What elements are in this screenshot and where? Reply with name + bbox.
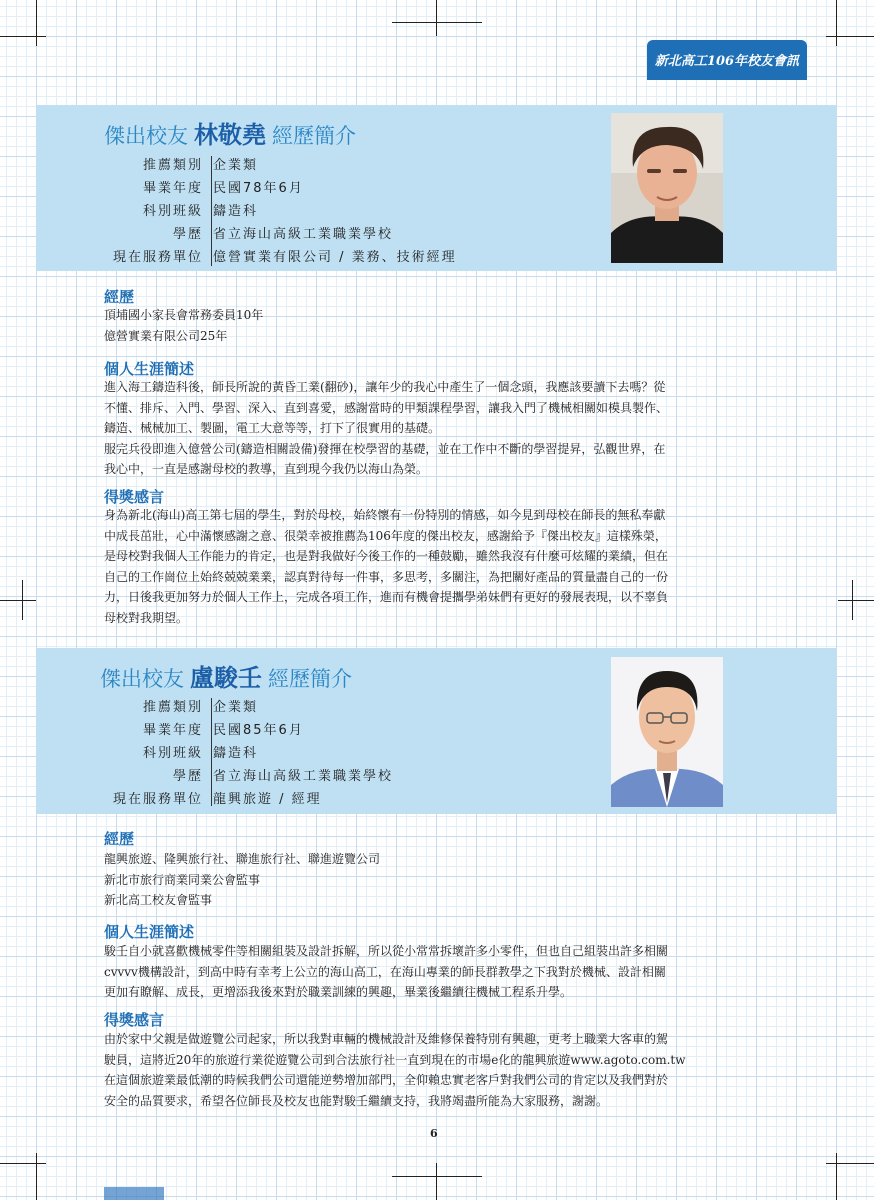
text-line: 我心中，一直是感謝母校的教導，直到現今我仍以海山為榮。 <box>104 462 429 476</box>
crop-mark <box>836 1153 837 1200</box>
crop-mark <box>0 600 36 601</box>
text-line: 中成長茁壯，心中滿懷感謝之意、很榮幸被推薦為106年度的傑出校友，感謝給予『傑出校友』這樣殊榮， <box>104 528 667 543</box>
text-line: 安全的品質要求，希望各位師長及校友也能對駿壬繼續支持，我將竭盡所能為大家服務，謝謝。 <box>104 1093 609 1108</box>
title-prefix: 傑出校友 <box>104 124 188 148</box>
section-heading: 得獎感言 <box>104 488 165 506</box>
crop-mark <box>392 22 482 23</box>
info-value: 省立海山高級工業職業學校 <box>213 227 394 242</box>
text-line: 更加有瞭解、成長，更增添我後來對於職業訓練的興趣，畢業後繼續往機械工程系升學。 <box>104 985 573 999</box>
text-line: 身為新北(海山)高工第七屆的學生，對於母校，始終懷有一份特別的情感，如今見到母校在師長的無私奉獻 <box>104 508 666 522</box>
section-heading: 經歷 <box>104 288 135 306</box>
crop-mark <box>36 0 37 46</box>
info-label: 推薦類別 <box>142 700 203 715</box>
divider <box>211 698 212 806</box>
profile-title <box>104 115 356 150</box>
experience-list <box>104 849 772 911</box>
crop-mark <box>0 36 46 37</box>
alumnus-name: 盧駿壬 <box>190 663 262 692</box>
text-line: cvvvv機構設計，到高中時有幸考上公立的海山高工，在海山專業的師長群教學之下我對於機械、設計相關 <box>104 964 666 979</box>
text-line: 鑄造、械械加工、製圖，電工大意等等，打下了很實用的基礎。 <box>104 421 441 435</box>
text-line: 駿壬自小就喜歡機械零件等相關組裝及設計拆解，所以從小常常拆壞許多小零件，但也自己組裝出許多相關 <box>104 944 669 958</box>
title-prefix: 傑出校友 <box>100 667 184 691</box>
info-value: 龍興旅遊 / 經理 <box>213 792 322 807</box>
info-label: 科別班級 <box>142 204 203 219</box>
newsletter-tag: 新北高工106年校友會訊 <box>647 40 807 80</box>
text-line: 由於家中父親是做遊覽公司起家，所以我對車輛的機械設計及維修保養特別有興趣，更考上職業大客車的駕 <box>104 1032 669 1046</box>
text-line: 進入海工鑄造科後，師長所說的黃昏工業(翻砂)，讓年少的我心中產生了一個念頭，我應該要讀下去嗎？從 <box>104 380 666 394</box>
crop-mark <box>826 1163 874 1164</box>
info-value: 省立海山高級工業職業學校 <box>213 769 394 784</box>
text-line: 母校對我期望。 <box>104 610 189 625</box>
text-line: 服完兵役即進入億營公司(鑄造相關設備)發揮在校學習的基礎，並在工作中不斷的學習提昇，弘觀世界，在 <box>104 441 666 456</box>
text-line: 力，日後我更加努力於個人工作上，完成各項工作，進而有機會提攜學弟妹們有更好的發展表現，以不辜負 <box>104 590 669 604</box>
profile-title <box>100 658 352 693</box>
text-line: 駛員，這將近20年的旅遊行業從遊覽公司到合法旅行社一直到現在的市場e化的龍興旅遊www.agoto.com.tw <box>104 1052 686 1067</box>
career-text <box>104 941 772 1003</box>
info-label: 學歷 <box>172 769 203 784</box>
text-line: 在這個旅遊業最低潮的時候我們公司還能逆勢增加部門，全仰賴忠實老客戶對我們公司的肯定以及我們對於 <box>104 1073 669 1087</box>
experience-item: 新北市旅行商業同業公會監事 <box>104 872 261 887</box>
page-number: 6 <box>430 1127 438 1140</box>
divider <box>211 156 212 266</box>
experience-item: 頂埔國小家長會常務委員10年 <box>104 308 264 322</box>
info-value: 企業類 <box>213 700 259 715</box>
info-label: 畢業年度 <box>142 723 203 738</box>
crop-mark <box>436 1163 437 1200</box>
section-heading: 經歷 <box>104 830 135 848</box>
crop-mark <box>852 580 853 620</box>
experience-item: 億營實業有限公司25年 <box>104 328 228 343</box>
alumnus-name: 林敬堯 <box>194 120 266 149</box>
text-line: 不懂、排斥、入門、學習、深入、直到喜愛，感謝當時的甲類課程學習，讓我入門了機械相關如模具製作、 <box>104 400 669 415</box>
award-text <box>104 1029 772 1111</box>
portrait-photo <box>611 113 723 263</box>
experience-list <box>104 305 772 346</box>
info-label: 畢業年度 <box>142 181 203 196</box>
info-value: 民國85年6月 <box>213 723 304 738</box>
info-value: 鑄造科 <box>213 204 259 219</box>
next-heading-fragment <box>104 1187 164 1200</box>
career-text <box>104 377 772 480</box>
crop-mark <box>826 36 874 37</box>
info-value: 企業類 <box>213 158 259 173</box>
crop-mark <box>836 0 837 46</box>
info-value: 民國78年6月 <box>213 181 304 196</box>
section-heading: 得獎感言 <box>104 1011 165 1029</box>
section-heading: 個人生涯簡述 <box>104 360 195 378</box>
section-heading: 個人生涯簡述 <box>104 923 195 941</box>
title-suffix: 經歷簡介 <box>268 667 352 691</box>
info-label: 現在服務單位 <box>112 792 203 807</box>
experience-item: 新北高工校友會監事 <box>104 893 213 907</box>
info-value: 鑄造科 <box>213 746 259 761</box>
crop-mark <box>392 1176 482 1177</box>
award-text <box>104 505 772 628</box>
experience-item: 龍興旅遊、隆興旅行社、聯進旅行社、聯進遊覽公司 <box>104 852 381 866</box>
crop-mark <box>22 580 23 620</box>
info-label: 現在服務單位 <box>112 250 203 265</box>
text-line: 自己的工作崗位上始終兢兢業業，認真對待每一件事，多思考，多關注，為把關好產品的質量盡自己的一份 <box>104 569 669 584</box>
portrait-photo <box>611 657 723 807</box>
crop-mark <box>436 0 437 36</box>
crop-mark <box>0 1163 46 1164</box>
text-line: 是母校對我個人工作能力的肯定，也是對我做好今後工作的一種鼓勵，雖然我沒有什麼可炫耀的業績，但在 <box>104 549 669 563</box>
crop-mark <box>838 600 874 601</box>
info-value: 億營實業有限公司 / 業務、技術經理 <box>213 250 457 265</box>
info-label: 學歷 <box>172 227 203 242</box>
info-table <box>28 154 588 266</box>
info-label: 科別班級 <box>142 746 203 761</box>
info-table <box>28 696 588 808</box>
crop-mark <box>36 1153 37 1200</box>
title-suffix: 經歷簡介 <box>272 124 356 148</box>
info-label: 推薦類別 <box>142 158 203 173</box>
